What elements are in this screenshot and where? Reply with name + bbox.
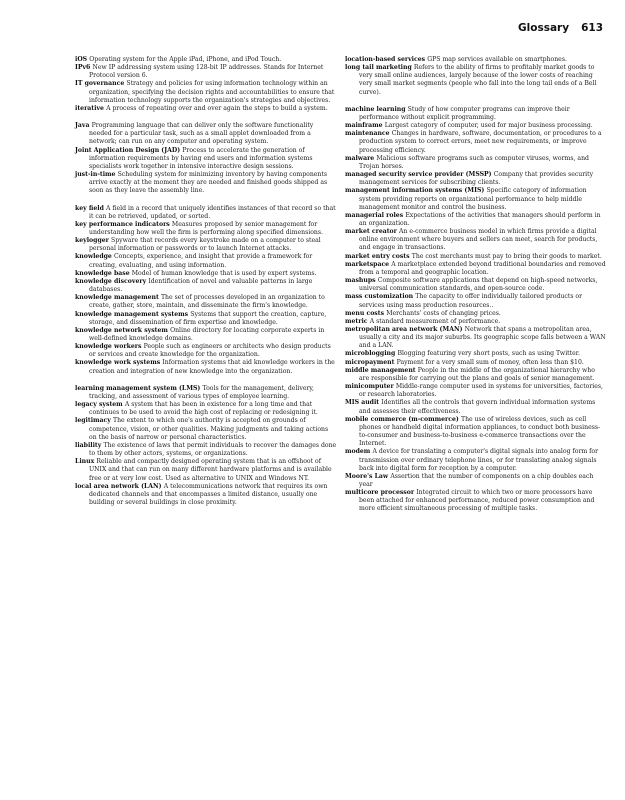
glossary-right-column <box>345 56 607 514</box>
glossary-term: legacy system <box>75 401 123 409</box>
glossary-term: learning management system (LMS) <box>75 384 201 392</box>
glossary-entry <box>75 56 337 64</box>
glossary-entry <box>75 221 337 237</box>
glossary-entry <box>345 261 607 277</box>
glossary-definition: Assertion that the number of components on a chip doubles each year <box>359 472 594 488</box>
glossary-term: marketspace <box>345 260 390 268</box>
glossary-entry <box>345 318 607 326</box>
glossary-term: knowledge work systems <box>75 359 161 367</box>
glossary-term: key field <box>75 204 104 212</box>
glossary-term: just-in-time <box>75 171 116 179</box>
glossary-term: knowledge network system <box>75 326 168 334</box>
glossary-term: market creator <box>345 228 397 236</box>
glossary-definition: Concepts, experience, and insight that provide a framework for creating, evaluating, and using information. <box>89 253 313 269</box>
page-header <box>518 22 603 34</box>
glossary-entry <box>75 171 337 195</box>
glossary-entry <box>75 253 337 269</box>
glossary-term: knowledge workers <box>75 343 142 351</box>
glossary-entry <box>345 122 607 130</box>
glossary-term: knowledge management systems <box>75 310 189 318</box>
glossary-entry <box>345 383 607 399</box>
glossary-term: Linux <box>75 458 95 466</box>
section-title: Glossary <box>518 22 570 34</box>
glossary-entry <box>75 385 337 401</box>
glossary-term: middle management <box>345 366 416 374</box>
glossary-entry <box>75 105 337 113</box>
glossary-term: MIS audit <box>345 399 380 407</box>
glossary-entry <box>75 237 337 253</box>
glossary-definition: The capacity to offer individually tailored products or services using mass production resources.. <box>359 293 583 309</box>
glossary-definition: An e-commerce business model in which firms provide a digital online environment where buyers and sellers can meet, search for products, and engage in transactions. <box>359 228 598 252</box>
glossary-term: mass customization <box>345 293 414 301</box>
glossary-term: knowledge <box>75 253 112 261</box>
glossary-definition: Programming language that can deliver only the software functionality needed for a particular task, such as a small applet downloaded from a network; can run on any computer and operating system. <box>89 122 314 146</box>
glossary-definition: A marketplace extended beyond traditional boundaries and removed from a temporal and geographic location. <box>359 260 606 276</box>
glossary-definition: Merchants' costs of changing prices. <box>386 309 501 317</box>
glossary-term: Java <box>75 122 90 130</box>
glossary-term: IPv6 <box>75 64 91 72</box>
glossary-definition: Reliable and compactly designed operating system that is an offshoot of UNIX and that can run on many different hardware platforms and is available free or at very low cost. Used as alternative to UNIX and Windows NT. <box>89 458 332 482</box>
page-number: 613 <box>581 22 603 34</box>
glossary-definition: A telecommunications network that requires its own dedicated channels and that encompasses a limited distance, usually one building or several buildings in close proximity. <box>89 482 328 506</box>
glossary-definition: Blogging featuring very short posts, such as using Twitter. <box>397 350 580 358</box>
glossary-term: metric <box>345 317 368 325</box>
glossary-definition: Identification of novel and valuable patterns in large databases. <box>89 277 313 294</box>
section-gap <box>75 376 337 385</box>
glossary-term: long tail marketing <box>345 64 412 72</box>
glossary-definition: Company that provides security management services for subscribing clients. <box>359 171 594 187</box>
glossary-entry <box>345 171 607 187</box>
glossary-definition: Information systems that aid knowledge workers in the creation and integration of new knowledge into the organization. <box>89 359 335 375</box>
glossary-term: micropayment <box>345 358 395 366</box>
glossary-entry <box>75 359 337 375</box>
glossary-term: iterative <box>75 104 104 112</box>
glossary-definition: The extent to which one's authority is accepted on grounds of competence, vision, or other qualities. Making judgments and taking actions on the basis of narrow or personal characteristics. <box>89 417 329 441</box>
glossary-entry <box>75 401 337 417</box>
glossary-entry <box>345 326 607 350</box>
glossary-term: metropolitan area network (MAN) <box>345 326 463 333</box>
glossary-entry <box>75 205 337 221</box>
glossary-definition: The use of wireless devices, such as cell phones or handheld digital information appliances, to conduct both business-to-consumer and business-to-business e-commerce transactions over the Internet. <box>359 415 601 448</box>
glossary-term: location-based services <box>345 56 426 63</box>
glossary-definition: Measures proposed by senior management for understanding how well the firm is performing along specified dimensions. <box>89 220 323 236</box>
glossary-entry <box>345 359 607 367</box>
glossary-entry <box>75 417 337 441</box>
glossary-entry <box>75 278 337 294</box>
glossary-term: iOS <box>75 56 88 63</box>
glossary-definition: Tools for the management, delivery, tracking, and assessment of various types of employee learning. <box>89 384 315 400</box>
glossary-term: knowledge discovery <box>75 277 147 285</box>
glossary-definition: A field in a record that uniquely identifies instances of that record so that it can be retrieved, updated, or sorted. <box>89 204 336 220</box>
glossary-entry <box>345 473 607 489</box>
glossary-entry <box>75 64 337 80</box>
glossary-entry <box>345 56 607 64</box>
glossary-term: mobile commerce (m-commerce) <box>345 415 459 423</box>
glossary-entry <box>345 416 607 449</box>
glossary-definition: Study of how computer programs can improve their performance without explicit programming. <box>359 105 570 121</box>
glossary-term: legitimacy <box>75 417 111 425</box>
glossary-entry <box>345 367 607 383</box>
glossary-term: microblogging <box>345 350 396 358</box>
glossary-definition: Strategy and policies for using information technology within an organization, specifying the decision rights and accountabilities to ensure that information technology supports the organization's strategies and objectives. <box>89 80 335 104</box>
section-gap <box>345 97 607 106</box>
glossary-term: Moore's Law <box>345 472 389 480</box>
glossary-definition: Integrated circuit to which two or more processors have been attached for enhanced performance, reduced power consumption and more efficient simultaneous processing of multiple tasks. <box>359 489 595 513</box>
glossary-definition: Composite software applications that depend on high-speed networks, universal communication standards, and open-source code. <box>359 277 598 293</box>
glossary-definition: A standard measurement of performance. <box>369 317 501 325</box>
glossary-entry <box>75 311 337 327</box>
glossary-term: mashups <box>345 277 376 285</box>
glossary-definition: Malicious software programs such as computer viruses, worms, and Trojan horses. <box>359 154 589 170</box>
glossary-term: knowledge management <box>75 294 159 302</box>
glossary-term: management information systems (MIS) <box>345 187 485 195</box>
glossary-definition: Middle-range computer used in systems for universities, factories, or research laboratories. <box>359 383 604 399</box>
glossary-term: Joint Application Design (JAD) <box>75 146 181 154</box>
glossary-definition: A device for translating a computer's digital signals into analog form for transmission over ordinary telephone lines, or for translating analog signals back into digital form for reception by a computer. <box>359 448 599 472</box>
glossary-entry <box>345 130 607 154</box>
section-gap <box>75 113 337 122</box>
glossary-entry <box>345 310 607 318</box>
glossary-term: keylogger <box>75 237 109 245</box>
glossary-definition: Payment for a very small sum of money, often less than $10. <box>396 358 584 366</box>
glossary-entry <box>75 458 337 482</box>
glossary-definition: A system that has been in existence for a long time and that continues to be used to avoid the high cost of replacing or redesigning it. <box>89 401 318 417</box>
glossary-term: local area network (LAN) <box>75 482 162 490</box>
glossary-definition: Largest category of computer, used for major business processing. <box>384 122 593 130</box>
glossary-term: liability <box>75 441 102 449</box>
glossary-definition: Spyware that records every keystroke made on a computer to steal personal information or passwords or to launch Internet attacks. <box>89 237 321 253</box>
glossary-definition: Operating system for the Apple iPad, iPhone, and iPod Touch. <box>89 56 282 63</box>
glossary-term: managed security service provider (MSSP) <box>345 171 492 179</box>
glossary-definition: Refers to the ability of firms to profitably market goods to very small online audiences, largely because of the lower costs of reaching very small market segments (people who fall into the long tail ends of a Bell curve). <box>359 64 597 96</box>
glossary-definition: A process of repeating over and over again the steps to build a system. <box>106 104 328 112</box>
glossary-entry <box>345 155 607 171</box>
glossary-entry <box>345 399 607 415</box>
glossary-definition: GPS map services available on smartphones. <box>427 56 567 63</box>
glossary-term: market entry costs <box>345 252 410 260</box>
glossary-entry <box>345 64 607 97</box>
glossary-left-column <box>75 56 337 507</box>
glossary-definition: Specific category of information system providing reports on organizational performance to help middle management monitor and control the business. <box>359 187 587 211</box>
glossary-entry <box>345 489 607 513</box>
glossary-term: IT governance <box>75 80 125 88</box>
glossary-definition: Identifies all the controls that govern individual information systems and assesses their effectiveness. <box>359 399 596 415</box>
glossary-definition: Online directory for locating corporate experts in well-defined knowledge domains. <box>89 326 325 342</box>
section-gap <box>75 196 337 205</box>
glossary-term: managerial roles <box>345 211 404 219</box>
glossary-definition: Model of human knowledge that is used by expert systems. <box>131 269 317 277</box>
glossary-definition: Process to accelerate the generation of information requirements by having end users and information systems specialists work together in intensive interactive design sessions. <box>89 146 313 170</box>
glossary-term: minicomputer <box>345 383 394 391</box>
glossary-term: malware <box>345 154 375 162</box>
glossary-definition: The cost merchants must pay to bring their goods to market. <box>411 252 602 260</box>
glossary-entry <box>75 327 337 343</box>
glossary-entry <box>75 80 337 104</box>
glossary-term: mainframe <box>345 122 383 130</box>
glossary-term: multicore processor <box>345 489 415 497</box>
glossary-entry <box>75 483 337 507</box>
glossary-definition: Network that spans a metropolitan area, usually a city and its major suburbs. Its geographic scope falls between a WAN and a LAN. <box>359 326 606 350</box>
glossary-entry <box>345 448 607 472</box>
glossary-definition: The existence of laws that permit individuals to recover the damages done to them by other actors, systems, or organizations. <box>89 441 337 458</box>
glossary-definition: New IP addressing system using 128-bit IP addresses. Stands for Internet Protocol version 6. <box>89 64 324 80</box>
glossary-term: key performance indicators <box>75 220 170 228</box>
glossary-entry <box>75 147 337 171</box>
glossary-definition: People such as engineers or architects who design products or services and create knowledge for the organization. <box>89 343 331 359</box>
glossary-definition: Changes in hardware, software, documentation, or procedures to a production system to correct errors, meet new requirements, or improve processing efficiency. <box>359 130 602 154</box>
glossary-definition: People in the middle of the organizational hierarchy who are responsible for carrying out the plans and goals of senior management. <box>359 366 595 382</box>
glossary-term: modem <box>345 448 371 456</box>
glossary-entry <box>345 277 607 293</box>
glossary-entry <box>75 122 337 146</box>
glossary-entry <box>345 187 607 211</box>
glossary-entry <box>75 343 337 359</box>
glossary-entry <box>75 270 337 278</box>
glossary-definition: Scheduling system for minimizing inventory by having components arrive exactly at the moment they are needed and finished goods shipped as soon as they leave the assembly line. <box>89 171 328 195</box>
glossary-entry <box>345 228 607 252</box>
glossary-entry <box>75 442 337 458</box>
glossary-term: maintenance <box>345 130 390 138</box>
glossary-term: menu costs <box>345 309 385 317</box>
glossary-entry <box>345 350 607 358</box>
glossary-entry <box>345 293 607 309</box>
glossary-definition: Systems that support the creation, capture, storage, and dissemination of firm expertise and knowledge. <box>89 310 327 326</box>
glossary-definition: Expectations of the activities that managers should perform in an organization. <box>359 211 601 227</box>
glossary-entry <box>75 294 337 310</box>
glossary-entry <box>345 253 607 261</box>
glossary-term: machine learning <box>345 105 406 113</box>
glossary-definition: The set of processes developed in an organization to create, gather, store, maintain, and disseminate the firm's knowledge. <box>89 294 325 310</box>
glossary-entry <box>345 106 607 122</box>
glossary-term: knowledge base <box>75 269 130 277</box>
glossary-entry <box>345 212 607 228</box>
